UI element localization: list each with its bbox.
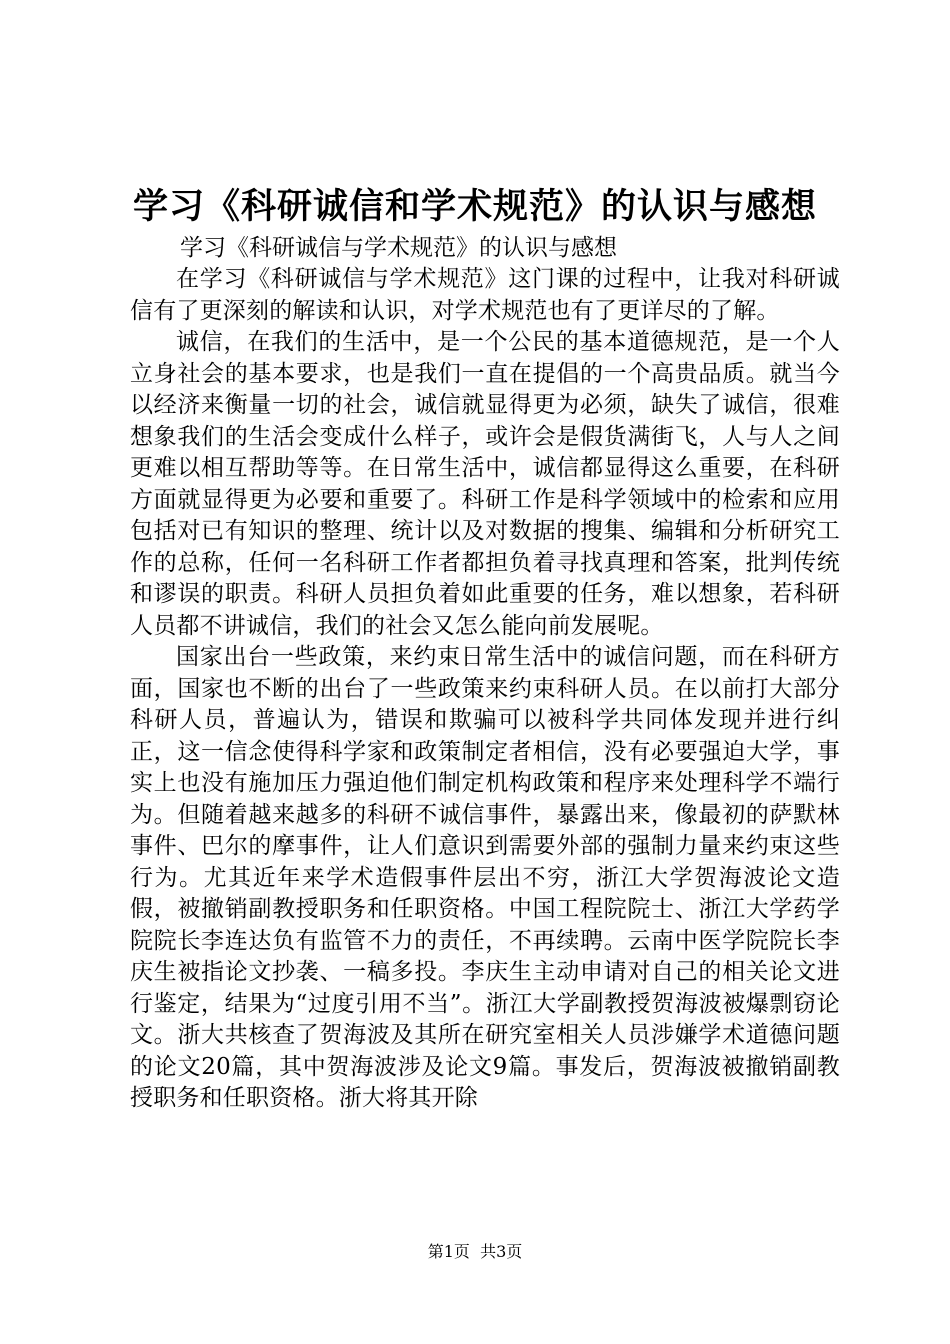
document-title: 学习《科研诚信和学术规范》的认识与感想: [132, 186, 817, 227]
document-body: [130, 264, 840, 1115]
paragraph: 国家出台一些政策，来约束日常生活中的诚信问题，而在科研方面，国家也不断的出台了一些政策来约束科研人员。在以前打大部分科研人员，普遍认为，错误和欺骗可以被科学共同体发现并进行纠正，这一信念使得科学家和政策制定者相信，没有必要强迫大学，事实上也没有施加压力强迫他们制定机构政策和程序来处理科学不端行为。但随着越来越多的科研不诚信事件，暴露出来，像最初的萨默林事件、巴尔的摩事件，让人们意识到需要外部的强制力量来约束这些行为。尤其近年来学术造假事件层出不穷，浙江大学贺海波论文造假，被撤销副教授职务和任职资格。中国工程院院士、浙江大学药学院院长李连达负有监管不力的责任，不再续聘。云南中医学院院长李庆生被指论文抄袭、一稿多投。李庆生主动申请对自己的相关论文进行鉴定，结果为“过度引用不当”。浙江大学副教授贺海波被爆剽窃论文。浙大共核查了贺海波及其所在研究室相关人员涉嫌学术道德问题的论文20篇，其中贺海波涉及论文9篇。事发后，贺海波被撤销副教授职务和任职资格。浙大将其开除: [130, 644, 840, 1111]
document-subtitle: 学习《科研诚信与学术规范》的认识与感想: [180, 235, 617, 261]
paragraph: 诚信，在我们的生活中，是一个公民的基本道德规范，是一个人立身社会的基本要求，也是我们一直在提倡的一个高贵品质。就当今以经济来衡量一切的社会，诚信就显得更为必须，缺失了诚信，很难想象我们的生活会变成什么样子，或许会是假货满街飞，人与人之间更难以相互帮助等等。在日常生活中，诚信都显得这么重要，在科研方面就显得更为必要和重要了。科研工作是科学领域中的检索和应用包括对已有知识的整理、统计以及对数据的搜集、编辑和分析研究工作的总称，任何一名科研工作者都担负着寻找真理和答案，批判传统和谬误的职责。科研人员担负着如此重要的任务，难以想象，若科研人员都不讲诚信，我们的社会又怎么能向前发展呢。: [130, 329, 840, 639]
paragraph: 在学习《科研诚信与学术规范》这门课的过程中，让我对科研诚信有了更深刻的解读和认识，对学术规范也有了更详尽的了解。: [130, 266, 840, 324]
page-footer: 第1页 共3页: [427, 1242, 523, 1261]
